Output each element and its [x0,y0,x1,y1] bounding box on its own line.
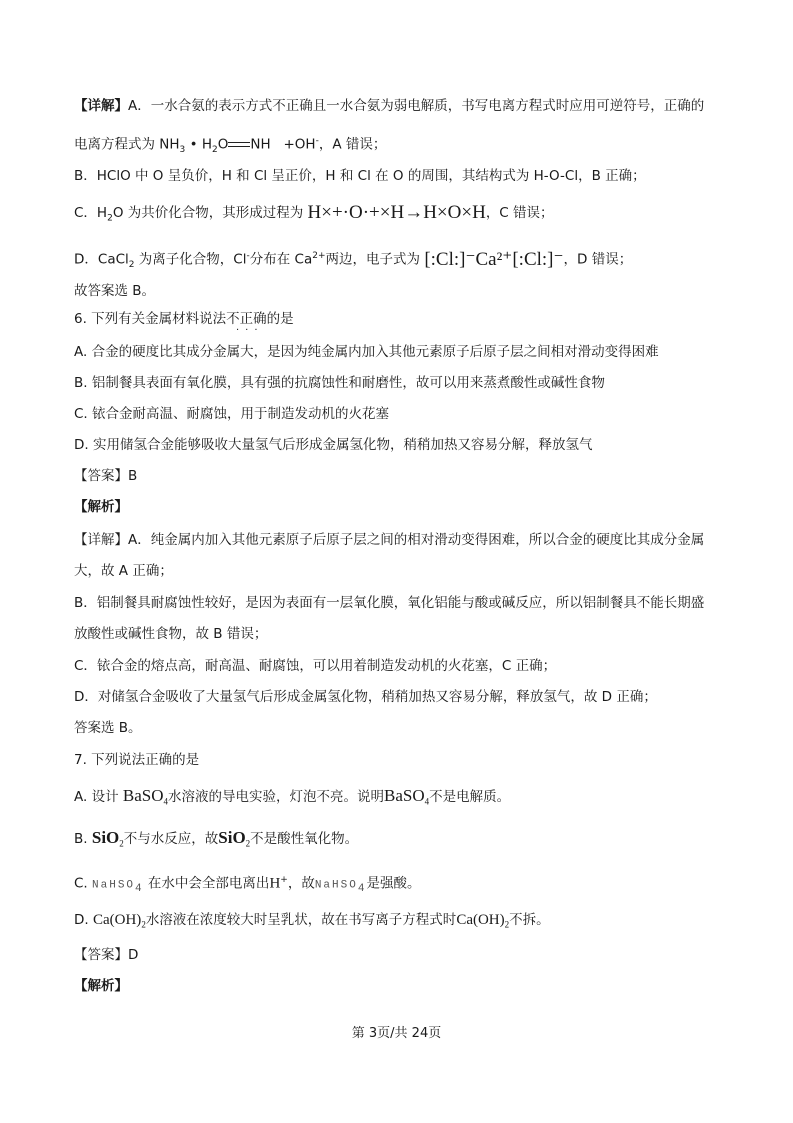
superscript: 2+ [312,251,326,261]
detail-5d [74,246,632,275]
q7-option-b [74,828,358,854]
subscript: 2 [211,145,218,156]
superscript: - [246,251,250,261]
q6-detail-a1 [74,530,704,550]
superscript: - [315,136,319,146]
subscript: 3 [179,145,186,156]
text: ，C 错误； [485,205,554,221]
q6-option-c [74,404,389,424]
subscript: 4 [135,883,144,896]
text: 不是电解质。 [429,789,511,805]
q6-option-b [74,373,605,393]
text: 分布在 Ca [249,251,313,268]
emphasis-dots: ··· [236,325,264,336]
q6-detail-b1 [74,593,704,613]
text: 水溶液在浓度较大时呈乳状，故在书写离子方程式时 [145,912,457,928]
answer-line-5 [74,281,155,301]
subscript: 4 [357,883,367,896]
option-text: D. 实用储氢合金能够吸收大量氢气后形成金属氢化物，稍稍加热又容易分解，释放氢气 [74,437,593,453]
subscript: 2 [504,919,510,930]
text: O 为共价化合物，其形成过程为 [112,205,304,221]
text: 放酸性或碱性食物，故 B 错误； [74,626,268,642]
subscript: 2 [107,213,113,224]
formula: Ca(OH) [456,912,505,928]
label: 【解析】 [74,499,128,515]
text: 为离子化合物，Cl [134,251,247,268]
formula: NaHSO [314,879,358,892]
text: B. [74,831,92,847]
text: 不拆。 [509,912,550,928]
detail-label: 【详解】 [74,98,128,114]
q6-analysis-label [74,497,128,517]
text: ，故 [287,875,315,892]
superscript: + [280,875,288,885]
text: 是强酸。 [366,875,421,892]
detail-5b [74,166,646,186]
detail-5a-line2 [74,131,386,160]
question-7 [74,750,199,770]
text: 电离方程式为 NH [74,136,180,153]
text: 在水中会全部电离出 [143,875,270,892]
detail-5a-line1 [74,96,704,116]
text: 水溶液的导电实验，灯泡不亮。说明 [168,789,384,805]
answer-text: 【答案】D [74,947,139,963]
formula: H [269,875,281,892]
text: B．铝制餐具耐腐蚀性较好，是因为表面有一层氧化膜，氧化铝能与酸或碱反应，所以铝制餐具不能长期盛 [74,595,705,611]
text: +OH [283,136,316,153]
text: A．一水合氨的表示方式不正确且一水合氨为弱电解质，书写电离方程式时应用可逆符号，正确的 [128,98,705,114]
text: ，A 错误； [318,136,387,153]
q6-option-a [74,342,659,362]
formula: BaSO [122,786,164,805]
text: • H [185,136,212,153]
text: C．H [74,205,108,221]
text: ，D 错误； [563,251,633,268]
q6-detail-d [74,687,657,707]
formula: SiO [218,828,246,847]
subscript: 2 [245,838,251,849]
text: 答案选 B。 [74,720,142,736]
cacl2-electron-formula: [:Cl:]⁻Ca²⁺[:Cl:]⁻ [424,248,564,270]
q7-analysis-label [74,976,128,996]
subscript: 2 [141,919,146,930]
text: A. 设计 [74,789,123,805]
subscript: 2 [128,260,135,271]
text: D．对储氢合金吸收了大量氢气后形成金属氢化物，稍稍加热又容易分解，释放氢气，故 D 正确； [74,689,657,705]
page-footer: 第 3页/共 24页 [351,1026,442,1041]
text: D. [74,912,93,928]
q6-answer [74,466,137,486]
option-text: C. 铱合金耐高温、耐腐蚀，用于制造发动机的火花塞 [74,406,390,422]
h2o-electron-formation-diagram: H×+·O·+×H→H×O×H [307,202,486,223]
reversible-arrow-icon [228,142,250,148]
option-text: A. 合金的硬度比其成分金属大，是因为纯金属内加入其他元素原子后原子层之间相对滑动变得困难 [74,344,659,360]
question-text: 6. 下列有关金属材料说法不正确的是 [74,311,294,327]
text: C．铱合金的熔点高，耐高温、耐腐蚀，可以用着制造发动机的火花塞，C 正确； [74,658,557,674]
text: 大，故 A 正确； [74,563,173,579]
label: 【解析】 [74,978,128,994]
text: 两边，电子式为 [325,251,421,268]
text: O [217,136,229,153]
formula: BaSO [384,786,425,805]
text: 不与水反应，故 [123,831,219,847]
text: B．HClO 中 O 呈负价，H 和 Cl 呈正价，H 和 Cl 在 O 的周围，其结构式为 H-O-Cl，B 正确； [74,168,646,184]
q6-detail-answer [74,718,142,738]
q7-option-a [74,786,510,812]
q6-option-d [74,435,592,455]
text: 【详解】A．纯金属内加入其他元素原子后原子层之间的相对滑动变得困难，所以合金的硬度比其成分金属 [74,532,705,548]
formula: Ca(OH) [92,912,142,928]
text: 故答案选 B。 [74,283,156,299]
text: 不是酸性氧化物。 [250,831,359,847]
q6-detail-c [74,656,556,676]
subscript: 2 [119,838,124,849]
q6-detail-a2 [74,561,173,581]
text: C. [74,875,93,892]
subscript: 4 [163,796,168,807]
q6-detail-b2 [74,624,267,644]
formula: SiO [91,828,120,847]
text: D．CaCl [74,251,129,268]
text: NH [250,136,271,153]
q7-answer [74,945,138,965]
detail-5c [74,203,554,229]
option-text: B. 铝制餐具表面有氧化膜，具有强的抗腐蚀性和耐磨性，故可以用来蒸煮酸性或碱性食物 [74,375,605,391]
formula: NaHSO [92,879,136,892]
q7-option-c [74,870,420,899]
subscript: 4 [424,796,430,807]
answer-text: 【答案】B [74,468,138,484]
q7-option-d [74,910,550,935]
question-text: 7. 下列说法正确的是 [74,752,200,768]
